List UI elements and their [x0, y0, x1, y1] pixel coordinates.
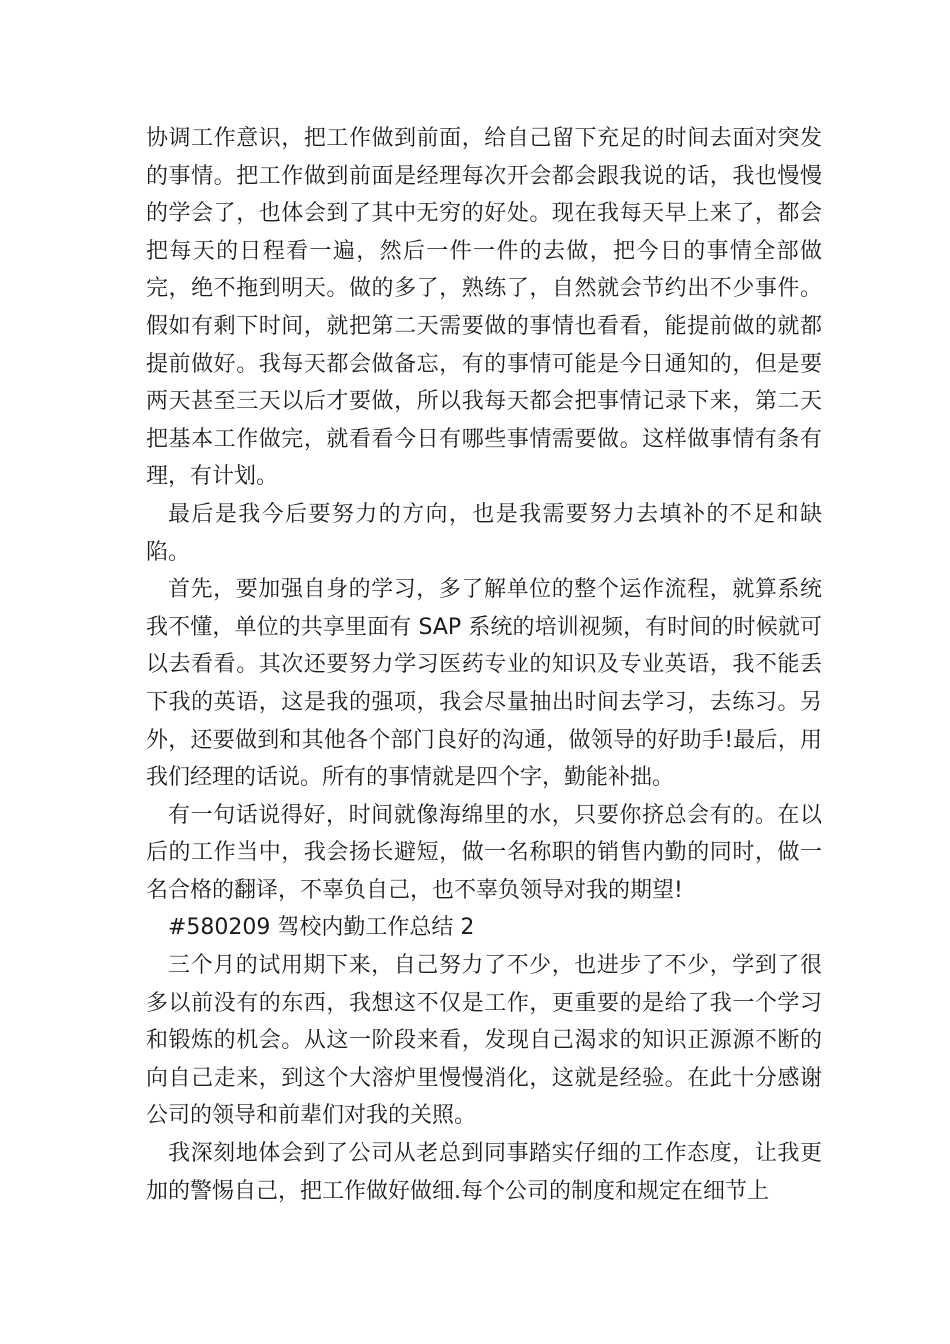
paragraph-6: 我深刻地体会到了公司从老总到同事踏实仔细的工作态度，让我更加的警惕自己，把工作做好做细.每个公司的制度和规定在细节上 [146, 1141, 822, 1204]
paragraph-1: 协调工作意识，把工作做到前面，给自己留下充足的时间去面对突发的事情。把工作做到前面是经理每次开会都会跟我说的话，我也慢慢的学会了，也体会到了其中无穷的好处。现在我每天早上来了，都会把每天的日程看一遍，然后一件一件的去做，把今日的事情全部做完，绝不拖到明天。做的多了，熟练了，自然就会节约出不少事件。假如有剩下时间，就把第二天需要做的事情也看看，能提前做的就都提前做好。我每天都会做备忘，有的事情可能是今日通知的，但是要两天甚至三天以后才要做，所以我每天都会把事情记录下来，第二天把基本工作做完，就看看今日有哪些事情需要做。这样做事情有条有理，有计划。 [146, 126, 822, 490]
paragraph-4: 有一句话说得好，时间就像海绵里的水，只要你挤总会有的。在以后的工作当中，我会扬长避短，做一名称职的销售内勤的同时，做一名合格的翻译，不辜负自己，也不辜负领导对我的期望! [146, 802, 822, 903]
section-heading: #580209 驾校内勤工作总结 2 [168, 915, 475, 941]
paragraph-2: 最后是我今后要努力的方向，也是我需要努力去填补的不足和缺陷。 [146, 501, 822, 565]
document-body [146, 120, 822, 1210]
paragraph-5: 三个月的试用期下来，自己努力了不少，也进步了不少，学到了很多以前没有的东西，我想这不仅是工作，更重要的是给了我一个学习和锻炼的机会。从这一阶段来看，发现自己渴求的知识正源源不断的向自己走来，到这个大溶炉里慢慢消化，这就是经验。在此十分感谢公司的领导和前辈们对我的关照。 [146, 953, 822, 1129]
paragraph-3: 首先，要加强自身的学习，多了解单位的整个运作流程，就算系统我不懂，单位的共享里面有 SAP 系统的培训视频，有时间的时候就可以去看看。其次还要努力学习医药专业的知识及专业英语，我不能丢下我的英语，这是我的强项，我会尽量抽出时间去学习，去练习。另外，还要做到和其他各个部门良好的沟通，做领导的好助手!最后，用我们经理的话说。所有的事情就是四个字，勤能补拙。 [146, 577, 822, 791]
